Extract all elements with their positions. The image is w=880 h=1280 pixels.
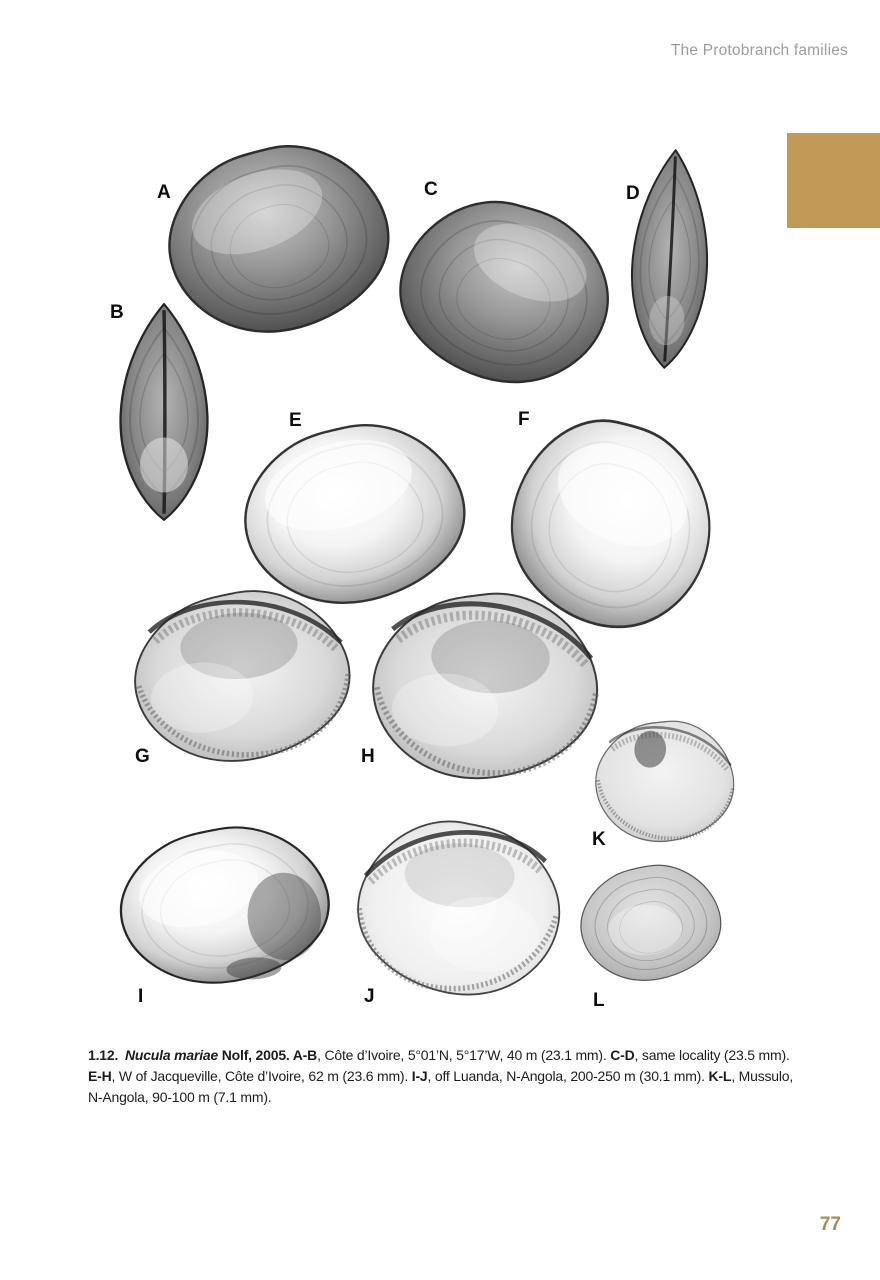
specimen-label-c: C	[424, 179, 438, 200]
specimen-l	[575, 858, 727, 988]
specimen-label-f: F	[518, 409, 530, 430]
specimen-c-photo	[384, 185, 623, 401]
specimen-b	[107, 300, 221, 524]
specimen-h-photo	[364, 582, 608, 792]
page-number: 77	[819, 1214, 841, 1235]
specimen-label-j: J	[364, 986, 375, 1007]
specimen-label-l: L	[593, 990, 605, 1011]
specimen-l-photo	[575, 858, 727, 988]
specimen-label-d: D	[626, 183, 640, 204]
specimen-d-photo	[615, 144, 725, 375]
specimen-label-e: E	[289, 410, 302, 431]
specimen-i-photo	[111, 816, 339, 995]
specimen-label-i: I	[138, 986, 144, 1007]
specimen-d	[615, 144, 725, 375]
specimen-h	[364, 582, 608, 792]
specimen-label-h: H	[361, 746, 375, 767]
specimen-k	[588, 711, 743, 853]
chapter-thumb-tab	[787, 133, 880, 228]
specimen-j	[349, 811, 568, 1006]
running-header: The Protobranch families	[670, 42, 848, 59]
specimen-c	[384, 185, 623, 401]
specimen-g-photo	[124, 579, 360, 775]
specimen-label-g: G	[135, 746, 150, 767]
specimen-b-photo	[107, 300, 221, 524]
specimen-j-photo	[349, 811, 568, 1006]
specimen-g	[124, 579, 360, 775]
specimen-i	[111, 816, 339, 995]
figure-caption: 1.12. Nucula mariae Nolf, 2005. A-B, Côte d’Ivoire, 5°01’N, 5°17’W, 40 m (23.1 mm). C-D, same locality (23.5 mm). E-H, W of Jacqueville, Côte d’Ivoire, 62 m (23.6 mm). I-J, off Luanda, N-Angola, 200-250 m (30.1 mm). K-L, Mussulo, N-Angola, 90-100 m (7.1 mm).	[88, 1047, 794, 1105]
specimen-label-b: B	[110, 302, 124, 323]
specimen-label-a: A	[157, 182, 171, 203]
specimen-label-k: K	[592, 829, 606, 850]
specimen-k-photo	[588, 711, 743, 853]
